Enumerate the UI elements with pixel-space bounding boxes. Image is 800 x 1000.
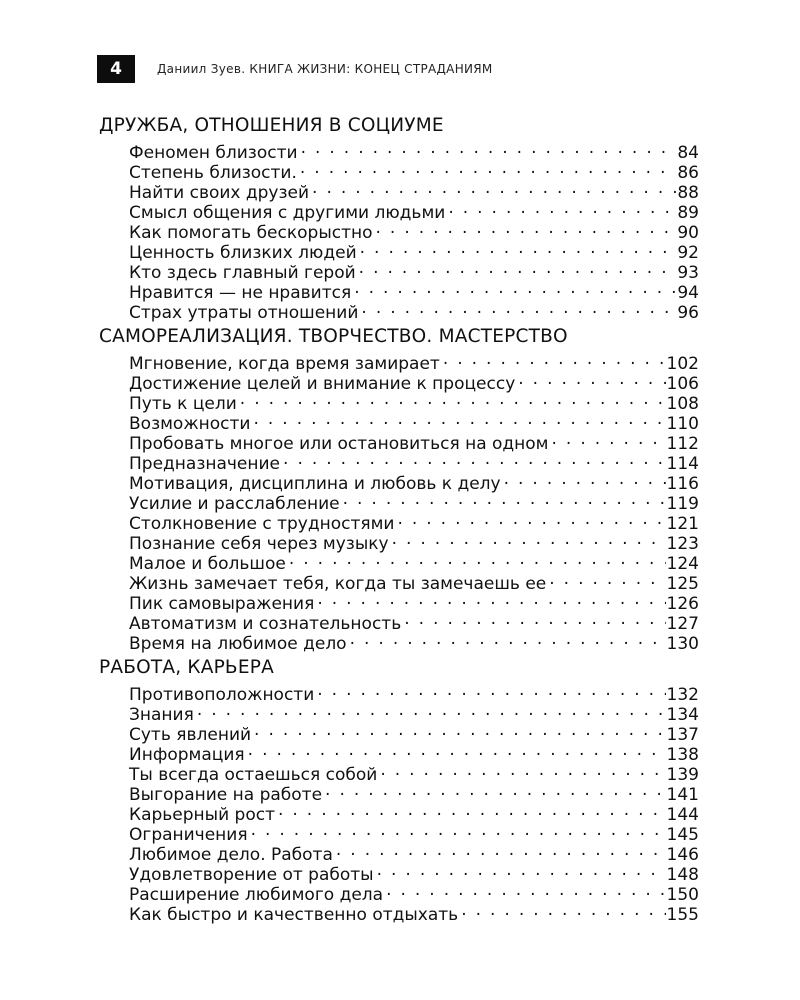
section-title: РАБОТА, КАРЬЕРА [99, 657, 274, 678]
entry-page-number: 121 [666, 514, 699, 534]
entry-title: Мотивация, дисциплина и любовь к делу [129, 474, 501, 494]
toc-entry-list [99, 680, 699, 925]
entry-title: Удовлетворение от работы [129, 865, 374, 885]
toc-entry-list [99, 138, 699, 323]
entry-page-number: 123 [666, 534, 699, 554]
dot-leader [348, 629, 666, 649]
entry-page-number: 145 [666, 825, 699, 845]
dot-leader [547, 569, 665, 589]
entry-title: Мгновение, когда время замирает [129, 354, 440, 374]
dot-leader [341, 489, 666, 509]
section-title: САМОРЕАЛИЗАЦИЯ. ТВОРЧЕСТВО. МАСТЕРСТВО [99, 326, 568, 347]
entry-page-number: 96 [677, 303, 699, 323]
entry-page-number: 89 [677, 203, 699, 223]
entry-title: Расширение любимого дела [129, 885, 384, 905]
entry-title: Время на любимое дело [129, 634, 347, 654]
entry-title: Нравится — не нравится [129, 283, 352, 303]
entry-page-number: 125 [666, 574, 699, 594]
dot-leader [378, 760, 665, 780]
table-of-contents [99, 114, 699, 927]
entry-page-number: 102 [666, 354, 699, 374]
entry-page-number: 130 [666, 634, 699, 654]
entry-title: Как помогать бескорыстно [129, 223, 373, 243]
toc-section [99, 325, 699, 654]
entry-page-number: 119 [666, 494, 699, 514]
entry-page-number: 132 [666, 685, 699, 705]
entry-title: Знания [129, 705, 194, 725]
entry-page-number: 84 [677, 143, 699, 163]
entry-title: Автоматизм и сознательность [129, 614, 402, 634]
book-title: Даниил Зуев. КНИГА ЖИЗНИ: КОНЕЦ СТРАДАНИЯМ [157, 62, 493, 76]
dot-leader [441, 349, 666, 369]
entry-page-number: 124 [666, 554, 699, 574]
entry-title: Ценность близких людей [129, 243, 357, 263]
toc-entry[interactable] [129, 700, 699, 725]
entry-page-number: 94 [677, 283, 699, 303]
section-title: ДРУЖБА, ОТНОШЕНИЯ В СОЦИУМЕ [99, 115, 444, 136]
entry-title: Любимое дело. Работа [129, 845, 333, 865]
entry-title: Кто здесь главный герой [129, 263, 356, 283]
dot-leader [315, 589, 665, 609]
entry-title: Достижение целей и внимание к процессу [129, 374, 516, 394]
toc-entry[interactable] [129, 138, 699, 163]
entry-page-number: 86 [677, 163, 699, 183]
dot-leader [323, 780, 666, 800]
dot-leader [276, 800, 666, 820]
entry-title: Карьерный рост [129, 805, 275, 825]
entry-page-number: 92 [677, 243, 699, 263]
entry-title: Познание себя через музыку [129, 534, 389, 554]
running-head [97, 56, 493, 82]
toc-section [99, 656, 699, 925]
entry-title: Феномен близости [129, 143, 298, 163]
dot-leader [550, 429, 666, 449]
dot-leader [249, 820, 666, 840]
dot-leader [281, 449, 666, 469]
entry-title: Степень близости. [129, 163, 297, 183]
entry-title: Ограничения [129, 825, 248, 845]
entry-title: Предназначение [129, 454, 281, 474]
dot-leader [395, 509, 665, 529]
toc-entry-list [99, 349, 699, 654]
entry-page-number: 141 [666, 785, 699, 805]
entry-title: Пик самовыражения [129, 594, 315, 614]
entry-page-number: 146 [666, 845, 699, 865]
dot-leader [375, 860, 666, 880]
dot-leader [310, 178, 676, 198]
entry-page-number: 110 [666, 414, 699, 434]
dot-leader [384, 880, 665, 900]
dot-leader [251, 409, 665, 429]
entry-title: Пробовать многое или остановиться на одном [129, 434, 549, 454]
entry-page-number: 144 [666, 805, 699, 825]
dot-leader [446, 198, 676, 218]
entry-title: Жизнь замечает тебя, когда ты замечаешь ее [129, 574, 547, 594]
entry-page-number: 138 [666, 745, 699, 765]
entry-page-number: 148 [666, 865, 699, 885]
entry-title: Суть явлений [129, 725, 252, 745]
entry-title: Усилие и расслабление [129, 494, 340, 514]
dot-leader [390, 529, 666, 549]
dot-leader [374, 218, 677, 238]
dot-leader [334, 840, 666, 860]
dot-leader [516, 369, 665, 389]
toc-entry[interactable] [129, 349, 699, 374]
dot-leader [315, 680, 665, 700]
entry-page-number: 155 [666, 905, 699, 925]
dot-leader [352, 278, 676, 298]
entry-page-number: 139 [666, 765, 699, 785]
dot-leader [252, 720, 666, 740]
entry-page-number: 114 [666, 454, 699, 474]
entry-title: Смысл общения с другими людьми [129, 203, 446, 223]
entry-page-number: 127 [666, 614, 699, 634]
dot-leader [358, 238, 677, 258]
dot-leader [402, 609, 665, 629]
toc-section [99, 114, 699, 323]
entry-page-number: 106 [666, 374, 699, 394]
entry-page-number: 116 [666, 474, 699, 494]
page-number: 4 [97, 55, 135, 83]
entry-page-number: 90 [677, 223, 699, 243]
dot-leader [357, 258, 677, 278]
dot-leader [238, 389, 666, 409]
toc-entry[interactable] [129, 680, 699, 705]
dot-leader [459, 900, 665, 920]
entry-page-number: 93 [677, 263, 699, 283]
dot-leader [246, 740, 666, 760]
entry-title: Путь к цели [129, 394, 237, 414]
dot-leader [298, 158, 676, 178]
entry-page-number: 134 [666, 705, 699, 725]
entry-page-number: 126 [666, 594, 699, 614]
toc-entry[interactable] [129, 720, 699, 745]
entry-page-number: 112 [666, 434, 699, 454]
entry-title: Противоположности [129, 685, 315, 705]
dot-leader [502, 469, 666, 489]
entry-page-number: 108 [666, 394, 699, 414]
entry-title: Информация [129, 745, 245, 765]
entry-title: Столкновение с трудностями [129, 514, 395, 534]
entry-title: Как быстро и качественно отдыхать [129, 905, 459, 925]
entry-title: Найти своих друзей [129, 183, 310, 203]
entry-title: Ты всегда остаешься собой [129, 765, 378, 785]
entry-title: Возможности [129, 414, 251, 434]
entry-page-number: 88 [677, 183, 699, 203]
dot-leader [299, 138, 677, 158]
dot-leader [359, 298, 676, 318]
entry-title: Выгорание на работе [129, 785, 323, 805]
entry-title: Страх утраты отношений [129, 303, 359, 323]
entry-title: Малое и большое [129, 554, 286, 574]
entry-page-number: 150 [666, 885, 699, 905]
dot-leader [287, 549, 666, 569]
dot-leader [195, 700, 666, 720]
entry-page-number: 137 [666, 725, 699, 745]
